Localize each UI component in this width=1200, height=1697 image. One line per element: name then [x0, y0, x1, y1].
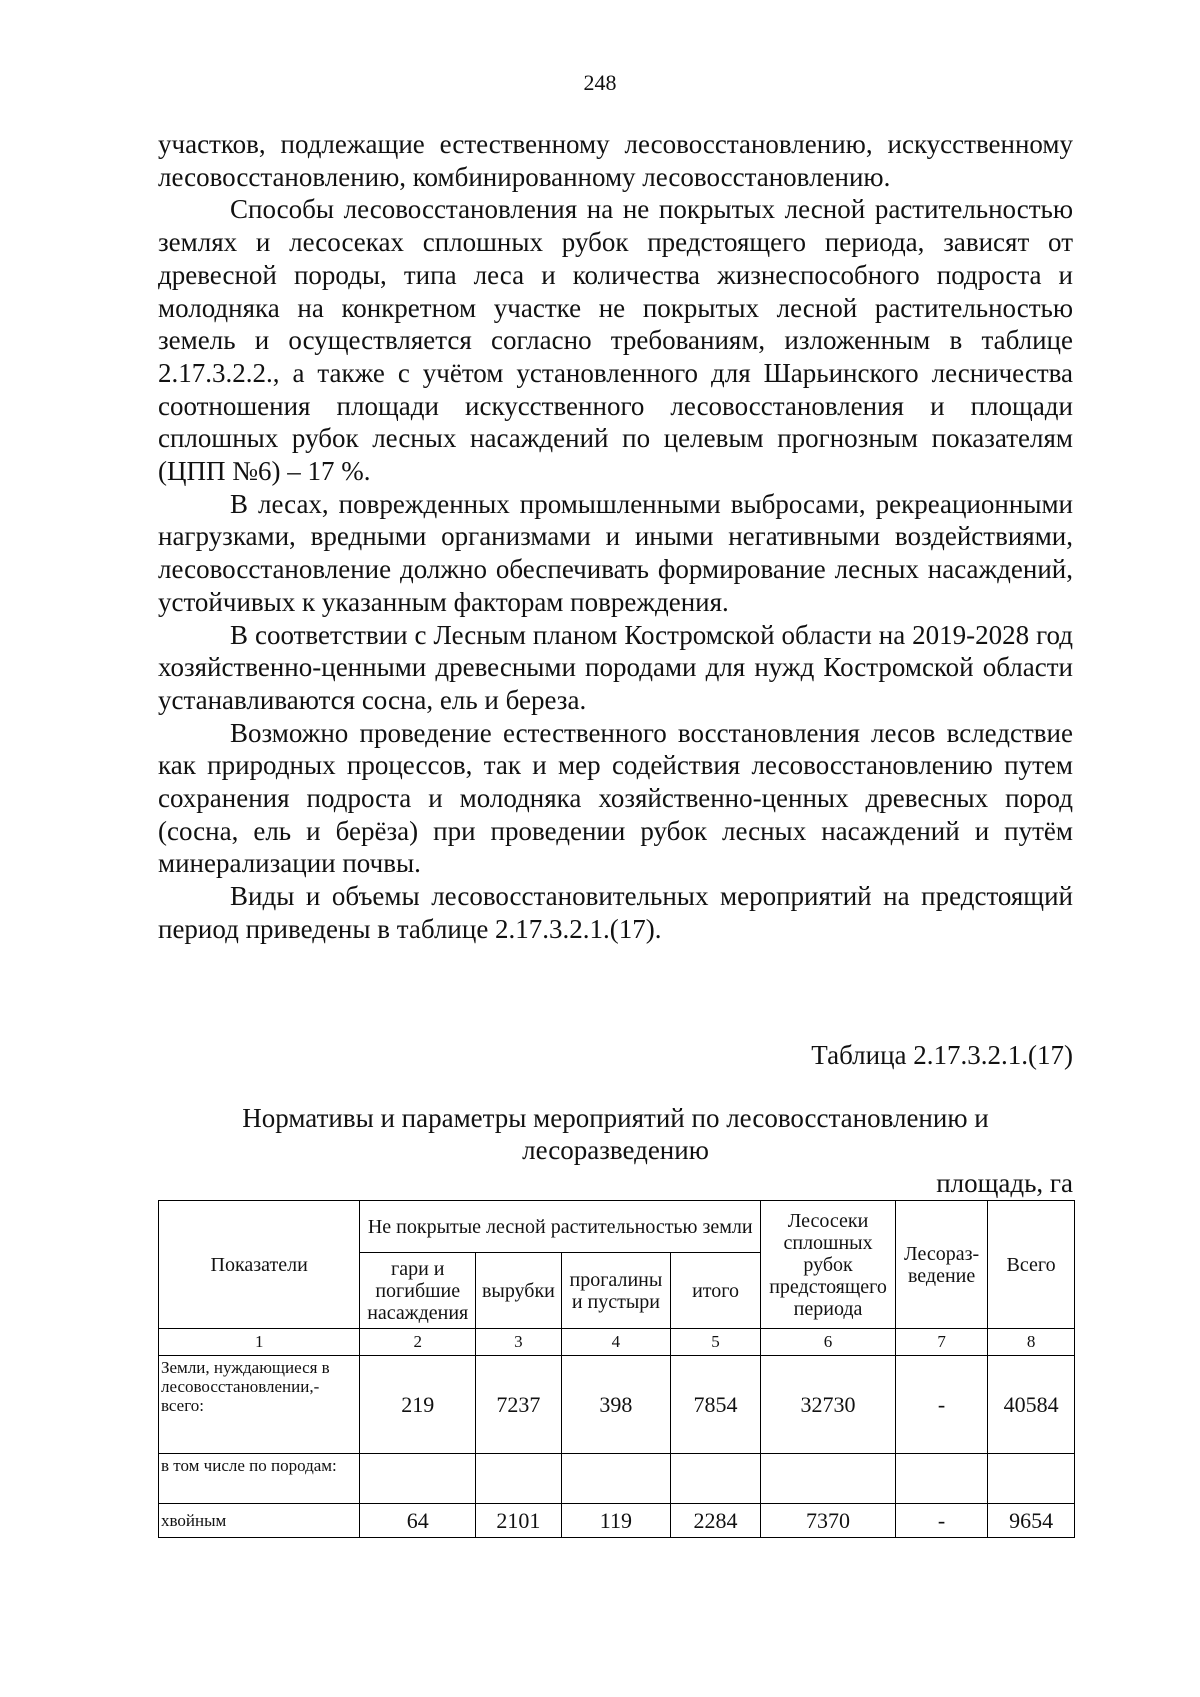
column-number: 6	[761, 1329, 896, 1356]
table-cell: 40584	[988, 1356, 1075, 1454]
table-cell: -	[896, 1504, 988, 1538]
header-subtotal: итого	[671, 1253, 761, 1329]
table-cell: 398	[561, 1356, 670, 1454]
row-label: Земли, нуждающиеся в лесовосстановлении,-всего:	[159, 1356, 360, 1454]
table-cell: 7854	[671, 1356, 761, 1454]
table-cell: 64	[360, 1504, 476, 1538]
header-cutting-areas: Лесосеки сплошных рубок предстоящего периода	[761, 1201, 896, 1329]
table-cell	[896, 1454, 988, 1504]
column-number: 2	[360, 1329, 476, 1356]
table-cell: -	[896, 1356, 988, 1454]
page-number: 248	[583, 70, 617, 95]
header-clearcuts: вырубки	[476, 1253, 562, 1329]
header-total: Всего	[988, 1201, 1075, 1329]
table-cell	[761, 1454, 896, 1504]
table-cell: 2284	[671, 1504, 761, 1538]
table-cell: 32730	[761, 1356, 896, 1454]
column-number: 4	[561, 1329, 670, 1356]
table-cell: 119	[561, 1504, 670, 1538]
table-cell: 2101	[476, 1504, 562, 1538]
paragraph: Способы лесовосстановления на не покрытых лесной растительностью землях и лесосеках сплошных рубок предстоящего периода, зависят от древесной породы, типа леса и количества жизнеспособного подроста и молодняка на конкретном участке не покрытых лесной растительностью земель и осуществляется согласно требованиям, изложенным в таблице 2.17.3.2.2., а также с учётом установленного для Шарьинского лесничества соотношения площади искусственного лесовосстановления и площади сплошных рубок лесных насаждений по целевым прогнозным показателям (ЦПП №6) – 17 %.	[158, 194, 1073, 487]
paragraph: Возможно проведение естественного восстановления лесов вследствие как природных процессов, так и мер содействия лесовосстановлению путем сохранения подроста и молодняка хозяйственно-ценных древесных пород (сосна, ель и берёза) при проведении рубок лесных насаждений и путём минерализации почвы.	[158, 717, 1073, 879]
table-row	[159, 1454, 1075, 1504]
table-title: Нормативы и параметры мероприятий по лесовосстановлению и лесоразведению	[242, 1103, 989, 1165]
table-cell: 7237	[476, 1356, 562, 1454]
header-uncovered-lands: Не покрытые лесной растительностью земли	[360, 1201, 761, 1253]
table-row	[159, 1356, 1075, 1454]
table-cell: 7370	[761, 1504, 896, 1538]
column-number: 7	[896, 1329, 988, 1356]
header-afforestation: Лесораз-ведение	[896, 1201, 988, 1329]
table-reference: Таблица 2.17.3.2.1.(17)	[811, 1040, 1073, 1070]
header-glades: прогалины и пустыри	[561, 1253, 670, 1329]
table-unit: площадь, га	[936, 1168, 1073, 1198]
table-cell	[671, 1454, 761, 1504]
header-burnt: гари и погибшие насаждения	[360, 1253, 476, 1329]
column-number: 8	[988, 1329, 1075, 1356]
header-indicators: Показатели	[159, 1201, 360, 1329]
table-row	[159, 1504, 1075, 1538]
paragraph: В лесах, поврежденных промышленными выбросами, рекреационными нагрузками, вредными организмами и иными негативными воздействиями, лесовосстановление должно обеспечивать формирование лесных насаждений, устойчивых к указанным факторам повреждения.	[158, 488, 1073, 617]
body-text	[158, 128, 1073, 946]
column-number: 5	[671, 1329, 761, 1356]
paragraph: участков, подлежащие естественному лесовосстановлению, искусственному лесовосстановлению, комбинированному лесовосстановлению.	[158, 129, 1073, 192]
column-number: 1	[159, 1329, 360, 1356]
table-cell	[561, 1454, 670, 1504]
table-cell: 219	[360, 1356, 476, 1454]
table-cell	[360, 1454, 476, 1504]
table-cell	[988, 1454, 1075, 1504]
table-cell	[476, 1454, 562, 1504]
paragraph: Виды и объемы лесовосстановительных мероприятий на предстоящий период приведены в таблице 2.17.3.2.1.(17).	[158, 881, 1073, 944]
paragraph: В соответствии с Лесным планом Костромской области на 2019-2028 год хозяйственно-ценными древесными породами для нужд Костромской области устанавливаются сосна, ель и береза.	[158, 619, 1073, 715]
table-cell: 9654	[988, 1504, 1075, 1538]
data-table	[158, 1200, 1075, 1538]
row-label: в том числе по породам:	[159, 1454, 360, 1504]
column-number: 3	[476, 1329, 562, 1356]
row-label: хвойным	[159, 1504, 360, 1538]
